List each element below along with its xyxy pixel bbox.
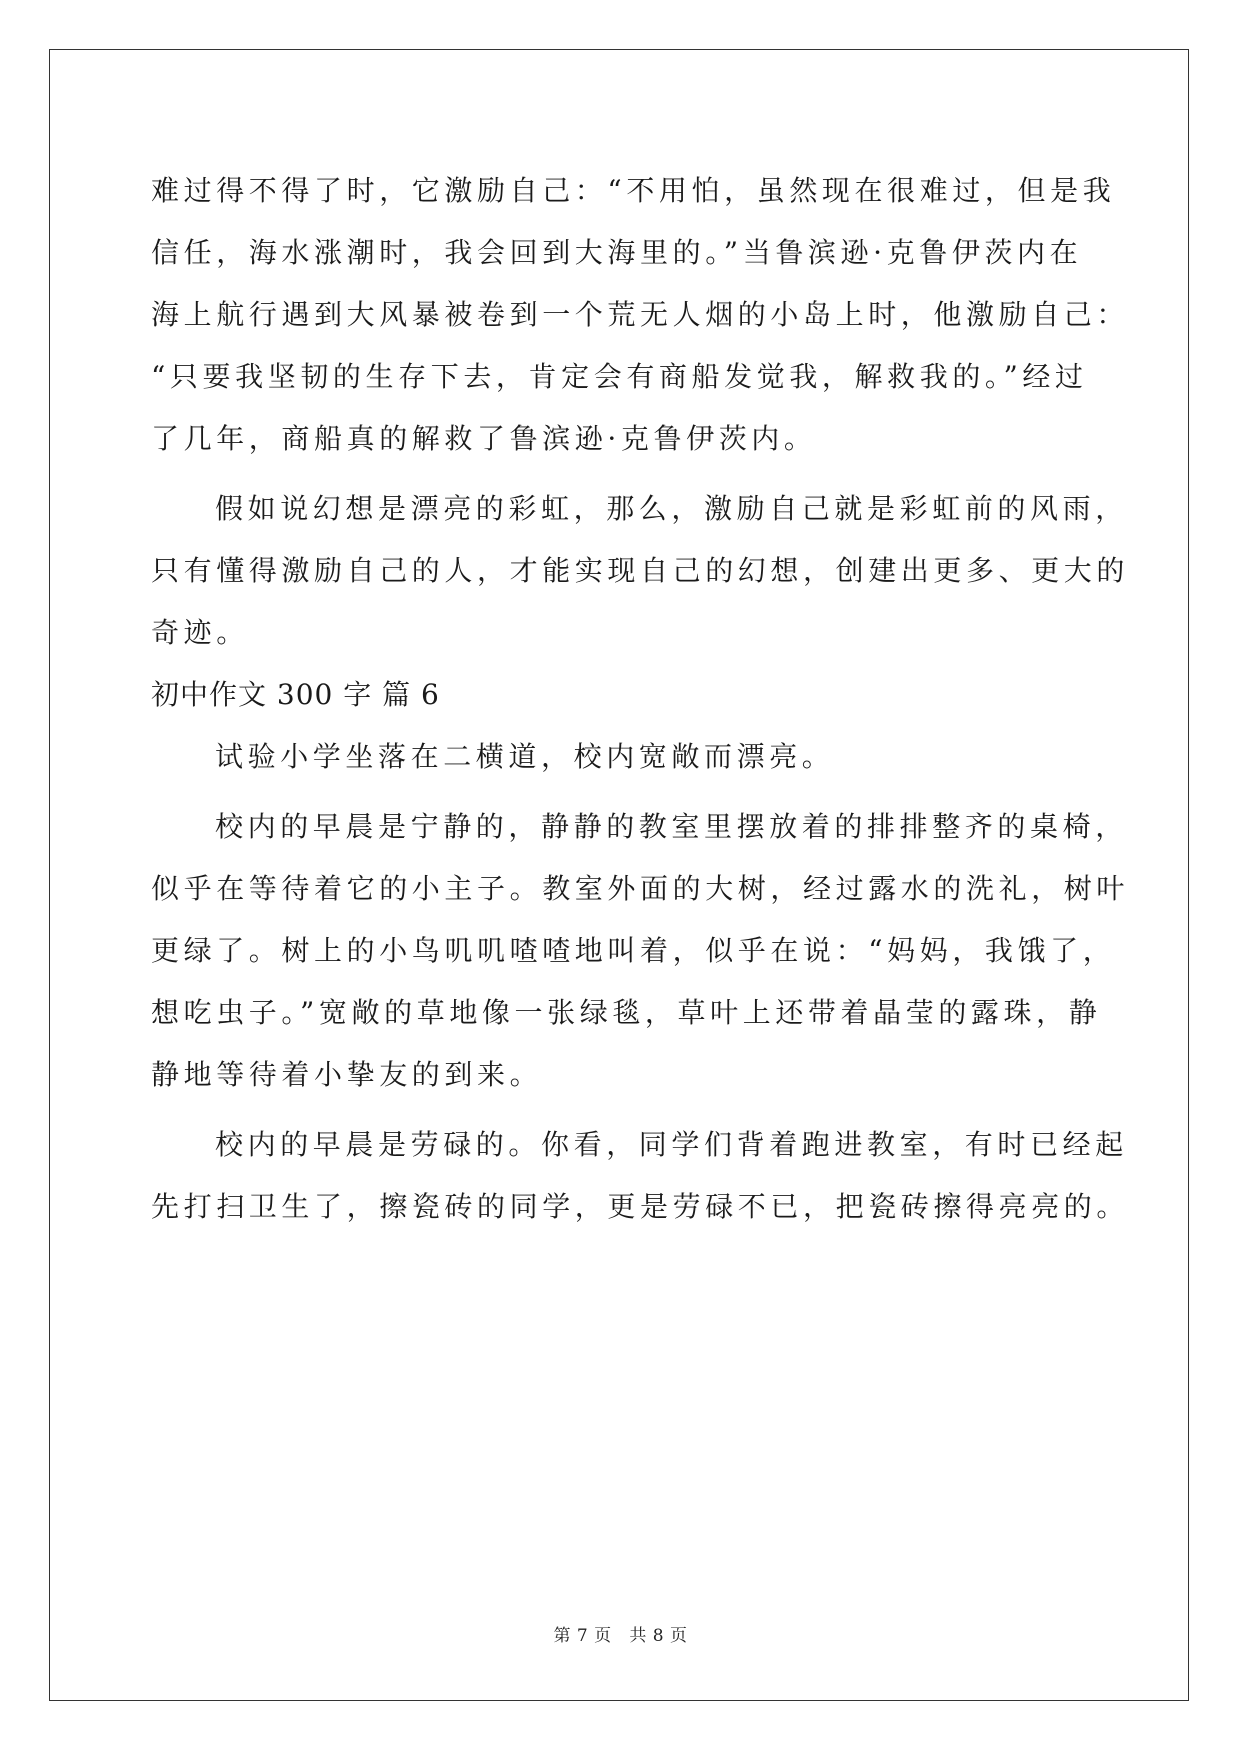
text-line: “只要我坚韧的生存下去，肯定会有商船发觉我，解救我的。”经过 <box>151 360 1088 393</box>
paragraph-start: 试验小学坐落在二横道，校内宽敞而漂亮。 <box>215 740 835 773</box>
text-line: 想吃虫子。”宽敞的草地像一张绿毯，草叶上还带着晶莹的露珠，静 <box>151 996 1102 1029</box>
section-heading: 初中作文 300 字 篇 6 <box>151 678 440 711</box>
text-line: 信任，海水涨潮时，我会回到大海里的。”当鲁滨逊·克鲁伊茨内在 <box>151 236 1083 269</box>
page-footer <box>0 1621 1241 1646</box>
page-number: 第 7 页 共 8 页 <box>553 1626 688 1646</box>
text-line: 先打扫卫生了，擦瓷砖的同学，更是劳碌不已，把瓷砖擦得亮亮的。 <box>151 1190 1130 1223</box>
text-line: 更绿了。树上的小鸟叽叽喳喳地叫着，似乎在说：“妈妈，我饿了， <box>151 934 1116 967</box>
text-line: 静地等待着小挚友的到来。 <box>151 1058 543 1091</box>
paragraph-start: 校内的早晨是宁静的，静静的教室里摆放着的排排整齐的桌椅， <box>215 810 1128 843</box>
text-line: 只有懂得激励自己的人，才能实现自己的幻想，创建出更多、更大的 <box>151 554 1130 587</box>
paragraph-start: 假如说幻想是漂亮的彩虹，那么，激励自己就是彩虹前的风雨， <box>215 492 1128 525</box>
text-line: 了几年，商船真的解救了鲁滨逊·克鲁伊茨内。 <box>151 422 817 455</box>
document-body <box>151 160 1130 1238</box>
text-line: 奇迹。 <box>151 616 249 649</box>
text-line: 难过得不得了时，它激励自己：“不用怕，虽然现在很难过，但是我 <box>151 174 1116 207</box>
text-line: 海上航行遇到大风暴被卷到一个荒无人烟的小岛上时，他激励自己： <box>151 298 1130 331</box>
text-line: 似乎在等待着它的小主子。教室外面的大树，经过露水的洗礼，树叶 <box>151 872 1130 905</box>
paragraph-start: 校内的早晨是劳碌的。你看，同学们背着跑进教室，有时已经起 <box>215 1128 1128 1161</box>
